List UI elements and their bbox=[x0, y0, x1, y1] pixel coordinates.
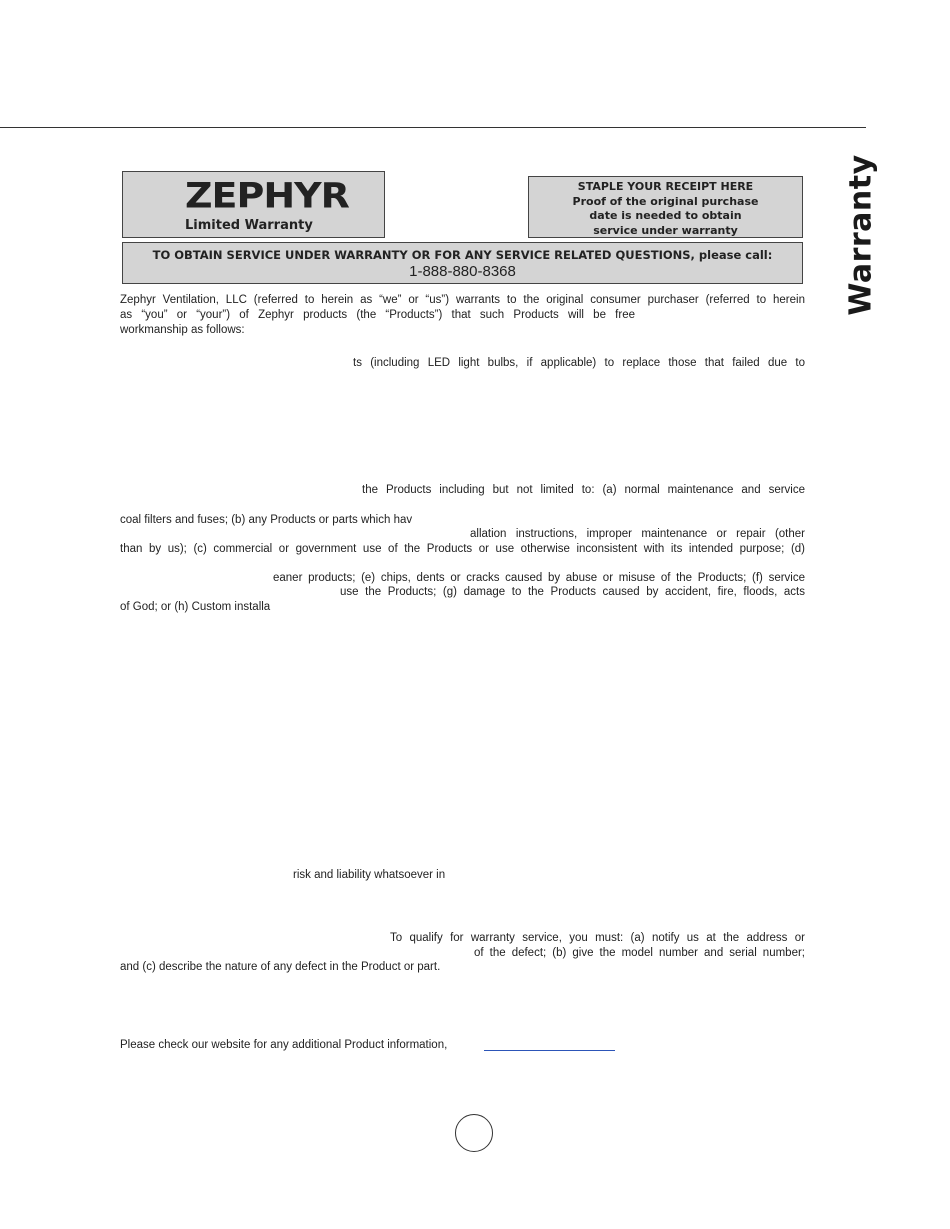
service-box bbox=[122, 242, 803, 284]
service-phone: 1-888-880-8368 bbox=[409, 263, 516, 280]
exclusions-line: use the Products; (g) damage to the Products caused by accident, fire, floods, acts bbox=[340, 586, 805, 598]
section-tab-label: Warranty bbox=[843, 154, 879, 316]
parts-fragment: ts (including LED light bulbs, if applicable) to replace those that failed due to bbox=[353, 357, 805, 369]
intro-line: as “you” or “your”) of Zephyr products (the “Products”) that such Products will be free bbox=[120, 309, 635, 321]
logo-box bbox=[122, 171, 385, 238]
exclusions-line: than by us); (c) commercial or government use of the Products or use otherwise inconsistent with its intended purpose; (d) bbox=[120, 543, 805, 555]
qualify-line: and (c) describe the nature of any defect in the Product or part. bbox=[120, 961, 441, 973]
logo-subtitle: Limited Warranty bbox=[185, 218, 313, 233]
website-link[interactable] bbox=[484, 1050, 615, 1051]
service-notice: TO OBTAIN SERVICE UNDER WARRANTY OR FOR ANY SERVICE RELATED QUESTIONS, please call: bbox=[152, 248, 773, 262]
receipt-line: service under warranty bbox=[593, 223, 738, 237]
page-number-circle bbox=[455, 1114, 493, 1152]
website-text: Please check our website for any additional Product information, bbox=[120, 1039, 448, 1051]
receipt-line: date is needed to obtain bbox=[589, 209, 742, 222]
receipt-box bbox=[528, 176, 803, 238]
receipt-line: STAPLE YOUR RECEIPT HERE bbox=[577, 180, 754, 193]
header-rule bbox=[0, 127, 866, 128]
exclusions-line: coal filters and fuses; (b) any Products or parts which hav bbox=[120, 514, 413, 526]
exclusions-line: the Products including but not limited to: (a) normal maintenance and service bbox=[362, 484, 805, 496]
exclusions-line: eaner products; (e) chips, dents or cracks caused by abuse or misuse of the Products; (f) service bbox=[273, 572, 805, 584]
receipt-line: Proof of the original purchase bbox=[572, 194, 759, 208]
intro-line: Zephyr Ventilation, LLC (referred to herein as “we” or “us”) warrants to the original consumer purchaser (referred to herein bbox=[120, 294, 805, 306]
exclusions-line: allation instructions, improper maintenance or repair (other bbox=[470, 528, 805, 540]
qualify-line: To qualify for warranty service, you must: (a) notify us at the address or bbox=[390, 932, 805, 944]
section-tab bbox=[838, 154, 884, 316]
qualify-line: of the defect; (b) give the model number and serial number; bbox=[474, 947, 805, 959]
intro-line: workmanship as follows: bbox=[120, 324, 245, 336]
liability-fragment: risk and liability whatsoever in bbox=[293, 869, 446, 881]
exclusions-line: of God; or (h) Custom installa bbox=[120, 601, 271, 613]
brand-logo: ZEPHYR bbox=[185, 175, 349, 216]
